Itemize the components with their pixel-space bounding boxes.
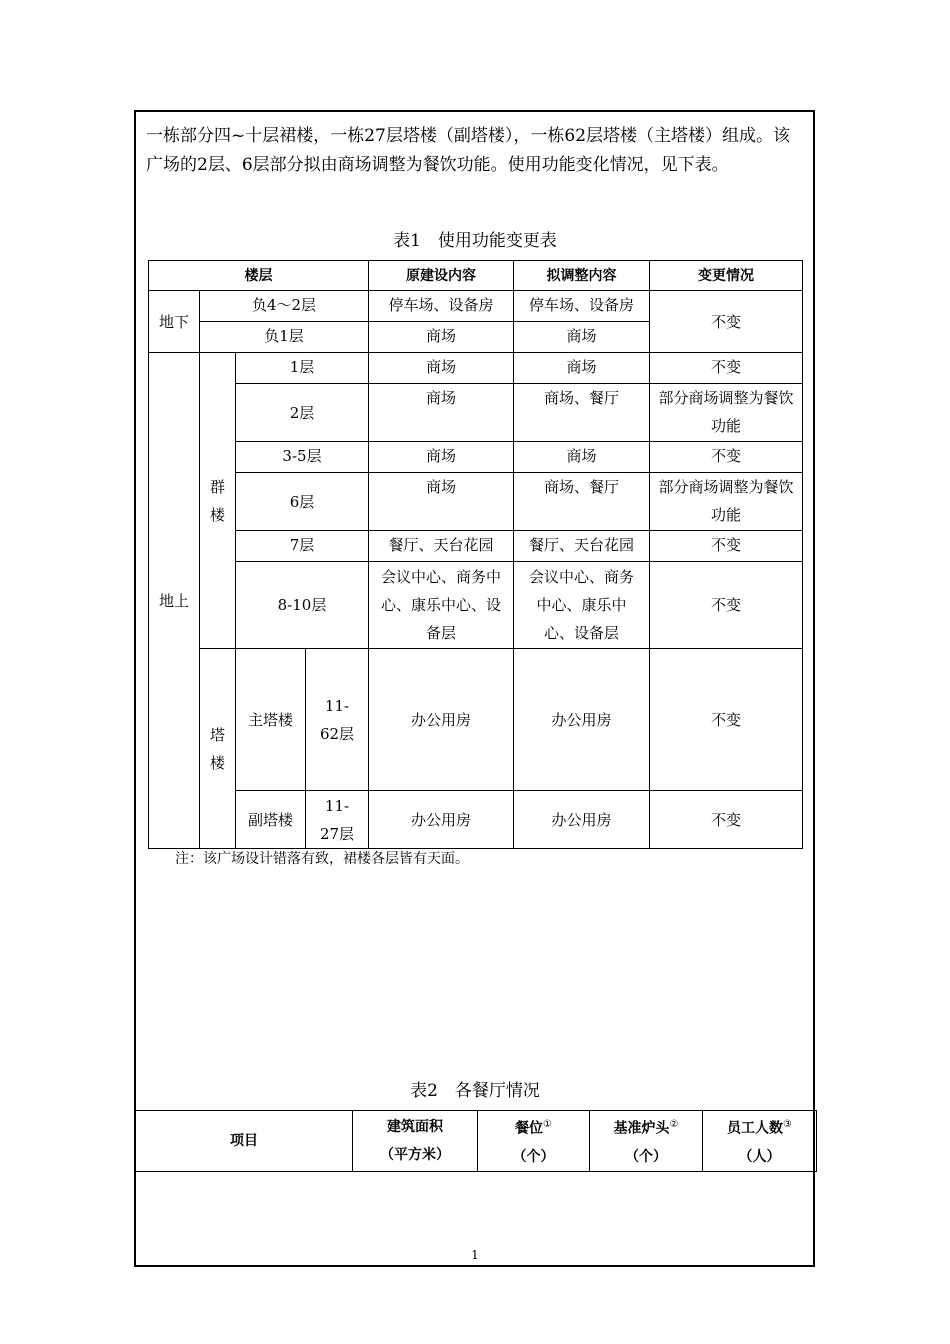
header-area-unit: （平方米）: [380, 1146, 450, 1163]
floor-cell: 11-62层: [306, 649, 369, 791]
page-number: 1: [471, 1248, 479, 1262]
header-burners: [590, 1111, 703, 1172]
header-burners-label: 基准炉头: [613, 1120, 670, 1137]
table2-caption: 表2 各餐厅情况: [410, 1081, 540, 1101]
change-cell: 不变: [650, 442, 803, 473]
original-cell: 餐厅、天台花园: [369, 531, 514, 562]
above-ground-label: 地上: [149, 353, 200, 849]
header-seats-unit: （个）: [512, 1148, 555, 1165]
table-row: [149, 562, 803, 649]
change-cell: 不变: [650, 353, 803, 384]
intro-paragraph: 一栋部分四~十层裙楼，一栋27层塔楼（副塔楼），一栋62层塔楼（主塔楼）组成。该广场的2层、6层部分拟由商场调整为餐饮功能。使用功能变化情况，见下表。: [146, 126, 791, 175]
table-row: [149, 442, 803, 473]
header-staff: [703, 1111, 817, 1172]
table-header-row: [149, 261, 803, 291]
table-row: [149, 473, 803, 531]
header-change: 变更情况: [650, 261, 803, 291]
floor-cell: 11-27层: [306, 791, 369, 849]
change-cell: 不变: [650, 791, 803, 849]
floor-cell: 8-10层: [236, 562, 369, 649]
table-row: [149, 649, 803, 791]
floor-cell: 7层: [236, 531, 369, 562]
original-cell: 商场: [369, 473, 514, 531]
footnote-mark: ②: [669, 1119, 679, 1130]
header-staff-unit: （人）: [738, 1148, 781, 1165]
header-item: [136, 1111, 353, 1172]
table-row: [149, 353, 803, 384]
adjusted-cell: 办公用房: [514, 649, 650, 791]
original-cell: 停车场、设备房: [369, 291, 514, 322]
table-row: [149, 384, 803, 442]
footnote-mark: ①: [543, 1119, 552, 1130]
header-burners-unit: （个）: [625, 1148, 667, 1165]
adjusted-cell: 会议中心、商务中心、康乐中心、设备层: [514, 562, 650, 649]
adjusted-cell: 餐厅、天台花园: [514, 531, 650, 562]
floor-cell: 6层: [236, 473, 369, 531]
adjusted-cell: 商场: [514, 353, 650, 384]
change-cell: 不变: [650, 531, 803, 562]
floor-cell: 负4～2层: [200, 291, 369, 322]
table-row: [149, 531, 803, 562]
floor-cell: 3-5层: [236, 442, 369, 473]
floor-cell: 负1层: [200, 322, 369, 353]
table-row: [149, 291, 803, 322]
tower-label: 塔楼: [200, 649, 236, 849]
floor-cell: 1层: [236, 353, 369, 384]
original-cell: 会议中心、商务中心、康乐中心、设备层: [369, 562, 514, 649]
podium-label: 群楼: [200, 353, 236, 649]
function-change-table: [148, 260, 803, 849]
adjusted-cell: 商场: [514, 322, 650, 353]
original-cell: 办公用房: [369, 791, 514, 849]
underground-label: 地下: [149, 291, 200, 353]
change-cell: 不变: [650, 291, 803, 353]
footnote-mark: ③: [783, 1119, 792, 1130]
original-cell: 商场: [369, 353, 514, 384]
original-cell: 商场: [369, 384, 514, 442]
change-cell: 不变: [650, 649, 803, 791]
change-cell: 部分商场调整为餐饮功能: [650, 473, 803, 531]
header-seats: [478, 1111, 590, 1172]
original-cell: 商场: [369, 322, 514, 353]
header-floor: 楼层: [149, 261, 369, 291]
tower-name-cell: 主塔楼: [236, 649, 306, 791]
tower-name-cell: 副塔楼: [236, 791, 306, 849]
original-cell: 办公用房: [369, 649, 514, 791]
restaurant-table: [135, 1110, 817, 1172]
table2-header-row: [136, 1111, 817, 1172]
adjusted-cell: 商场、餐厅: [514, 384, 650, 442]
table-row: [149, 791, 803, 849]
header-seats-label: 餐位: [515, 1120, 544, 1137]
table1-caption: 表1 使用功能变更表: [393, 231, 557, 251]
change-cell: 不变: [650, 562, 803, 649]
table1-note: 注：该广场设计错落有致，裙楼各层皆有天面。: [175, 851, 469, 867]
header-original: 原建设内容: [369, 261, 514, 291]
header-adjusted: 拟调整内容: [514, 261, 650, 291]
header-item-label: 项目: [230, 1132, 258, 1149]
original-cell: 商场: [369, 442, 514, 473]
change-cell: 部分商场调整为餐饮功能: [650, 384, 803, 442]
header-area-label: 建筑面积: [387, 1118, 443, 1135]
header-area: [353, 1111, 478, 1172]
adjusted-cell: 商场、餐厅: [514, 473, 650, 531]
adjusted-cell: 商场: [514, 442, 650, 473]
adjusted-cell: 停车场、设备房: [514, 291, 650, 322]
adjusted-cell: 办公用房: [514, 791, 650, 849]
floor-cell: 2层: [236, 384, 369, 442]
header-staff-label: 员工人数: [727, 1120, 784, 1137]
